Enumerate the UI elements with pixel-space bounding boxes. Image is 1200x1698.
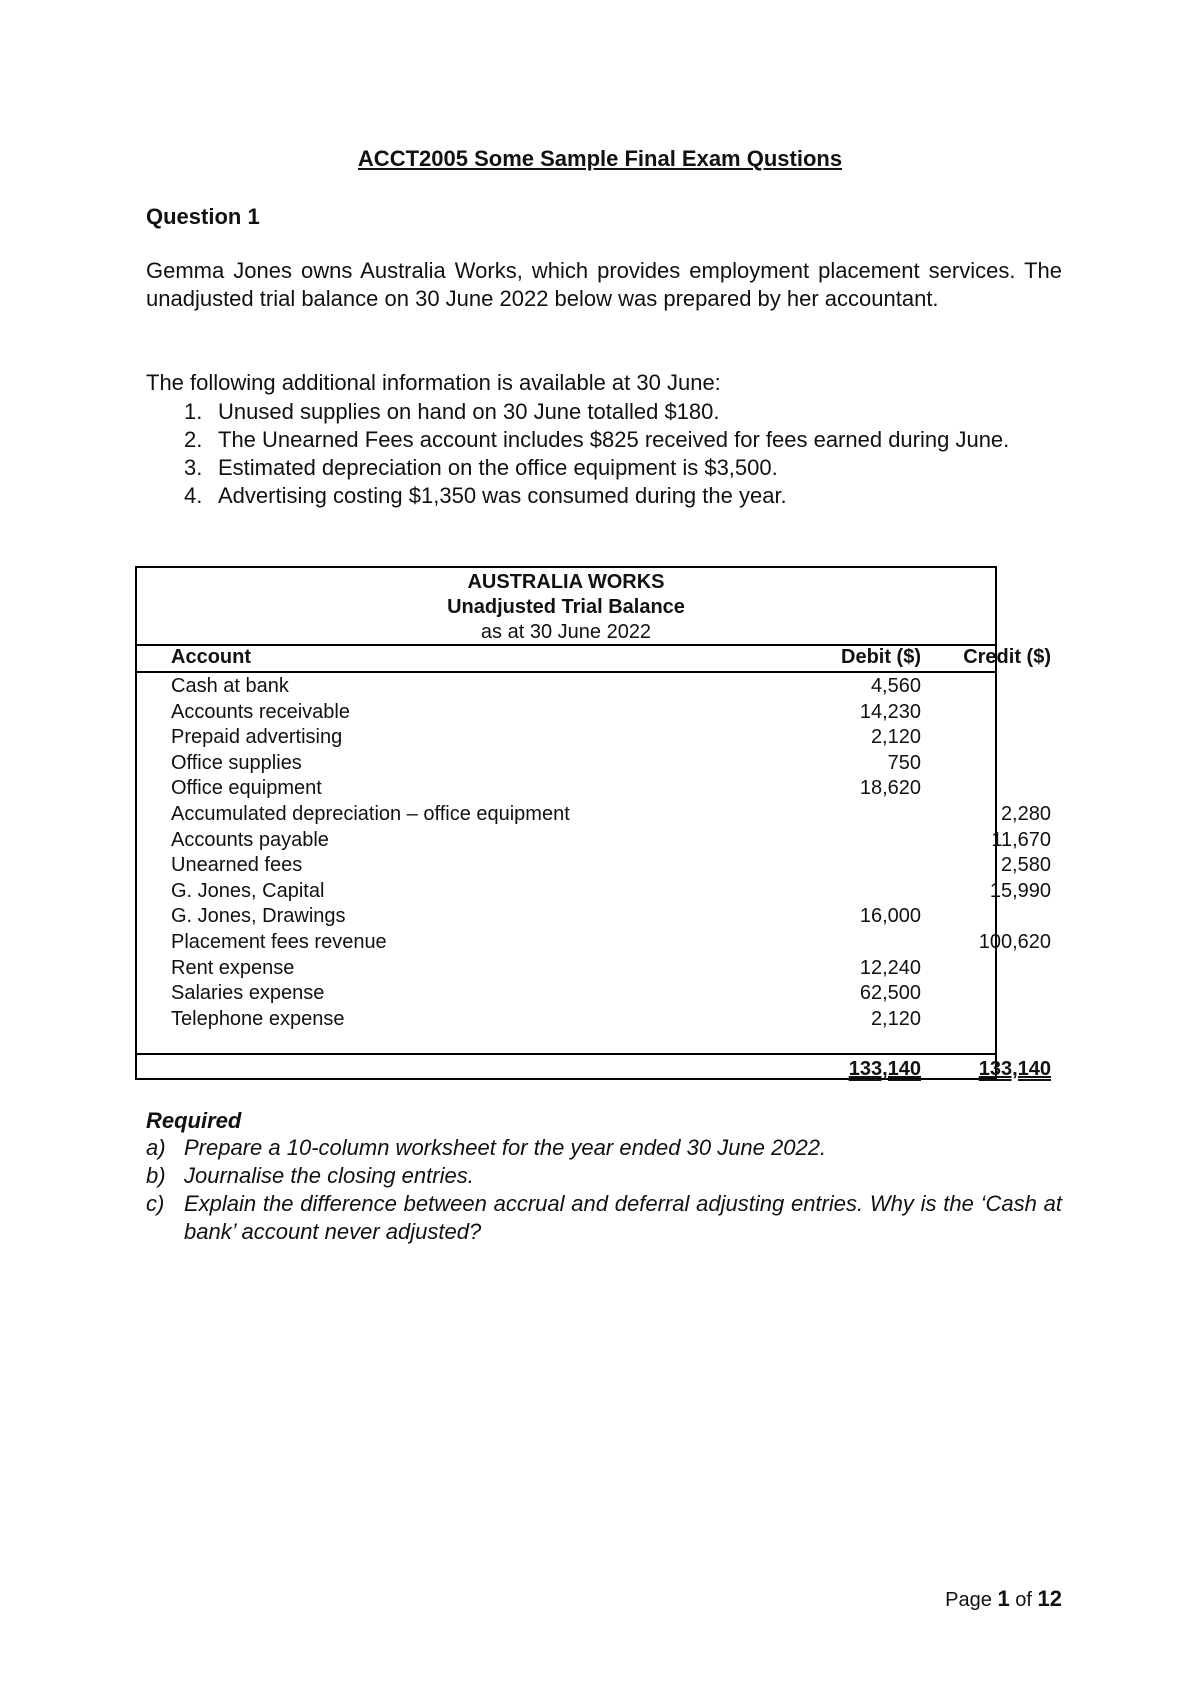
list-item: c) Explain the difference between accrual and deferral adjusting entries. Why is the ‘Cash at bank’ account never adjusted? — [146, 1191, 1062, 1244]
debit-value: 62,500 — [859, 982, 921, 1005]
account-name: Office supplies — [171, 751, 302, 774]
table-row — [137, 776, 995, 802]
required-list — [146, 1134, 1062, 1246]
account-column-header: Account — [171, 646, 251, 668]
trial-balance-header — [137, 568, 995, 645]
table-row — [137, 725, 995, 751]
page-number: 1 — [997, 1586, 1010, 1611]
account-name: Prepaid advertising — [171, 726, 343, 749]
table-row — [137, 981, 995, 1007]
account-name: G. Jones, Drawings — [171, 905, 346, 928]
list-item: 2. The Unearned Fees account includes $825 received for fees earned during June. — [184, 427, 1010, 452]
column-headers — [137, 646, 1051, 672]
debit-value: 12,240 — [859, 956, 921, 979]
debit-value: 14,230 — [859, 700, 921, 723]
account-name: Unearned fees — [171, 854, 303, 877]
account-name: Rent expense — [171, 956, 295, 979]
total-pages: 12 — [1037, 1586, 1062, 1611]
list-item: 3. Estimated depreciation on the office equipment is $3,500. — [184, 455, 778, 480]
credit-value: 2,280 — [1000, 802, 1051, 825]
trial-balance-date: as at 30 June 2022 — [480, 621, 652, 643]
table-row — [137, 828, 1051, 854]
table-row — [137, 853, 1051, 879]
page-footer — [940, 1586, 1062, 1612]
divider — [137, 671, 995, 673]
required-heading: Required — [146, 1108, 242, 1133]
account-name: Placement fees revenue — [171, 930, 387, 953]
credit-value: 2,580 — [1000, 854, 1051, 877]
total-credit: 133,140 — [978, 1058, 1051, 1080]
list-item: a) Prepare a 10-column worksheet for the year ended 30 June 2022. — [146, 1135, 827, 1160]
debit-value: 750 — [887, 751, 921, 774]
company-name: AUSTRALIA WORKS — [467, 571, 665, 593]
trial-balance-table — [135, 566, 1051, 1080]
trial-balance-subtitle: Unadjusted Trial Balance — [447, 596, 685, 618]
total-debit: 133,140 — [848, 1058, 921, 1080]
list-item: b) Journalise the closing entries. — [146, 1163, 474, 1188]
intro-paragraph: Gemma Jones owns Australia Works, which provides employment placement services. The unadjusted trial balance on 30 June 2022 below was prepared by her accountant. — [146, 258, 1062, 311]
account-name: Accounts receivable — [171, 700, 350, 723]
debit-value: 18,620 — [859, 777, 921, 800]
account-name: Office equipment — [171, 777, 322, 800]
account-name: Telephone expense — [171, 1007, 345, 1030]
credit-value: 15,990 — [989, 879, 1051, 902]
credit-value: 11,670 — [991, 828, 1051, 851]
table-row — [137, 879, 1051, 905]
additional-info-heading: The following additional information is available at 30 June: — [146, 370, 721, 395]
document-title: ACCT2005 Some Sample Final Exam Qustions — [357, 146, 843, 171]
divider — [137, 1053, 995, 1055]
page-word: Page — [945, 1589, 992, 1611]
table-row — [137, 904, 995, 930]
table-row — [137, 802, 1051, 828]
account-name: G. Jones, Capital — [171, 879, 325, 902]
debit-column-header: Debit ($) — [841, 646, 921, 668]
account-name: Accounts payable — [171, 828, 329, 851]
list-item: 4. Advertising costing $1,350 was consumed during the year. — [184, 483, 787, 508]
totals-row — [137, 1058, 1051, 1082]
table-row — [137, 751, 995, 777]
credit-value: 100,620 — [978, 930, 1051, 953]
table-row — [137, 674, 995, 700]
debit-value: 2,120 — [870, 726, 921, 749]
table-row — [137, 700, 995, 726]
trial-balance-rows — [137, 674, 1051, 1032]
table-row — [137, 930, 1051, 956]
account-name: Accumulated depreciation – office equipment — [171, 802, 570, 825]
table-row — [137, 1007, 995, 1033]
table-row — [137, 956, 995, 982]
list-item: 1. Unused supplies on hand on 30 June totalled $180. — [184, 399, 720, 424]
question-heading: Question 1 — [146, 204, 260, 229]
debit-value: 2,120 — [870, 1007, 921, 1030]
account-name: Cash at bank — [171, 675, 289, 697]
account-name: Salaries expense — [171, 982, 325, 1005]
of-word: of — [1015, 1589, 1032, 1611]
credit-column-header: Credit ($) — [963, 646, 1051, 668]
additional-info-list — [146, 398, 1062, 510]
debit-value: 16,000 — [859, 905, 921, 928]
debit-value: 4,560 — [870, 675, 921, 697]
